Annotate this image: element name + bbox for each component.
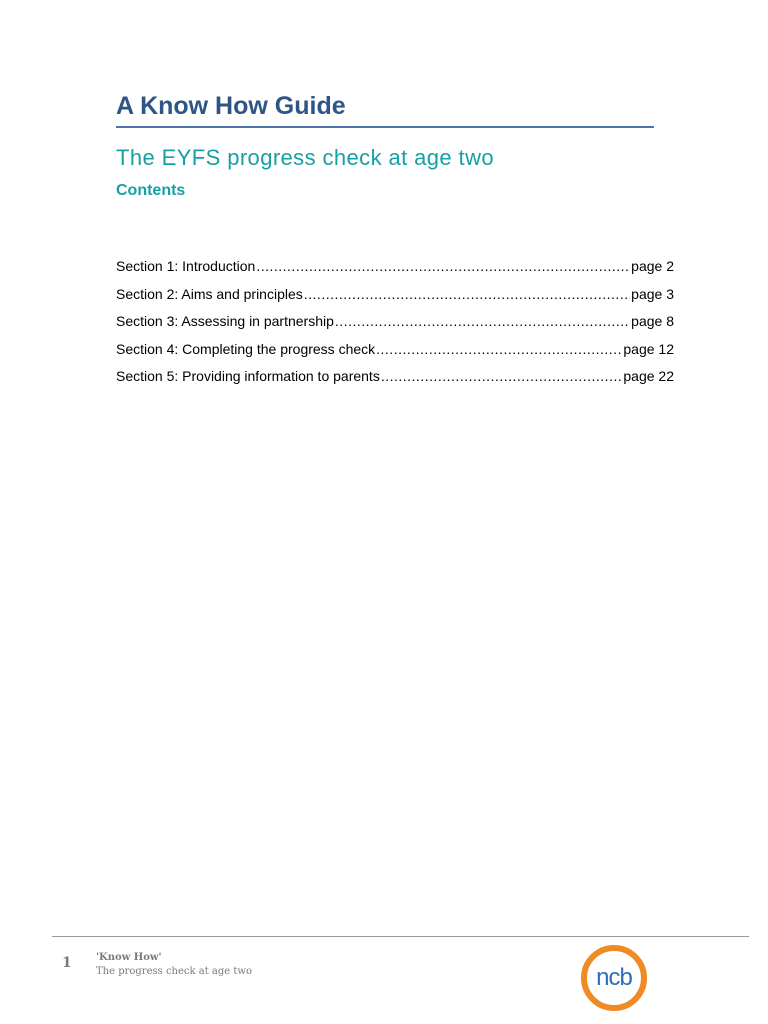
toc-dot-leader <box>304 284 630 304</box>
toc-entry-section-5[interactable] <box>116 366 674 394</box>
title-divider <box>116 126 654 128</box>
toc-entry-label: Section 5: Providing information to parents <box>116 368 380 385</box>
toc-entry-section-3[interactable] <box>116 311 674 339</box>
footer-subtitle: The progress check at age two <box>96 966 252 977</box>
footer-divider <box>52 936 749 937</box>
guide-title: A Know How Guide <box>116 92 346 120</box>
table-of-contents <box>116 256 674 394</box>
contents-heading: Contents <box>116 182 186 199</box>
toc-entry-label: Section 3: Assessing in partnership <box>116 313 334 330</box>
toc-entry-label: Section 1: Introduction <box>116 258 256 274</box>
ncb-logo-text: ncb <box>596 964 632 991</box>
toc-entry-section-1[interactable] <box>116 256 674 284</box>
toc-entry-label: Section 2: Aims and principles <box>116 285 303 302</box>
toc-dot-leader <box>256 256 630 276</box>
ncb-logo-icon <box>580 945 648 1011</box>
footer-title: 'Know How' <box>96 952 162 963</box>
toc-dot-leader <box>381 366 623 386</box>
document-subtitle: The EYFS progress check at age two <box>116 145 494 170</box>
toc-entry-page: page 22 <box>623 368 674 385</box>
toc-entry-section-2[interactable] <box>116 284 674 312</box>
toc-entry-page: page 3 <box>631 285 674 302</box>
toc-entry-page: page 12 <box>623 340 674 357</box>
toc-entry-section-4[interactable] <box>116 339 674 367</box>
toc-entry-page: page 2 <box>631 258 674 274</box>
toc-dot-leader <box>335 311 630 331</box>
toc-entry-label: Section 4: Completing the progress check <box>116 340 376 357</box>
toc-entry-page: page 8 <box>631 313 674 330</box>
page-number: 1 <box>62 955 72 971</box>
toc-dot-leader <box>376 339 622 359</box>
